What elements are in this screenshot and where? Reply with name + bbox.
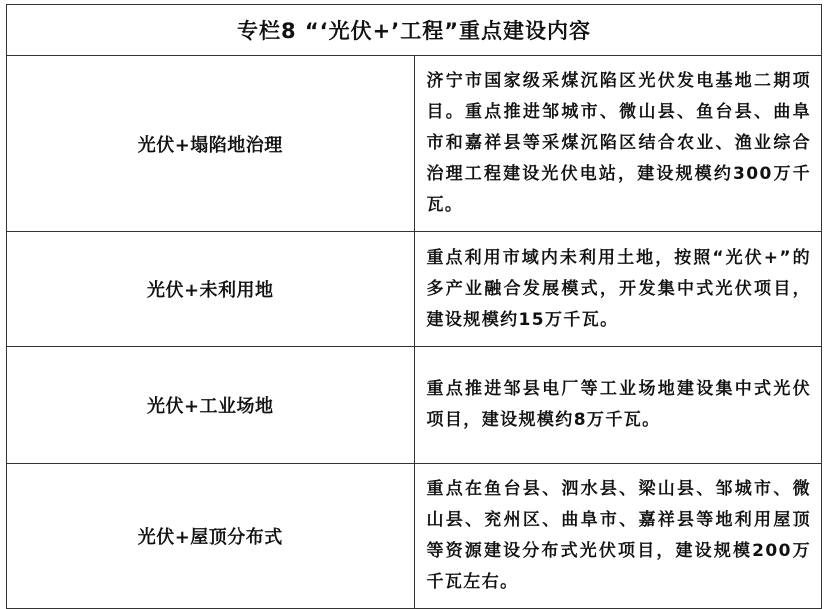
table-row: [7, 464, 822, 609]
row-content: 重点利用市域内未利用土地，按照“光伏+”的多产业融合发展模式，开发集中式光伏项目，建设规模约15万千瓦。: [414, 232, 822, 347]
row-label: 光伏+工业场地: [7, 347, 415, 464]
table-row: [7, 347, 822, 464]
row-label: 光伏+屋顶分布式: [7, 464, 415, 609]
project-table: [6, 4, 822, 609]
table-title-row: [7, 5, 822, 56]
row-content: 重点推进邹县电厂等工业场地建设集中式光伏项目，建设规模约8万千瓦。: [414, 347, 822, 464]
row-label: 光伏+塌陷地治理: [7, 56, 415, 232]
row-content: 济宁市国家级采煤沉陷区光伏发电基地二期项目。重点推进邹城市、微山县、鱼台县、曲阜市和嘉祥县等采煤沉陷区结合农业、渔业综合治理工程建设光伏电站，建设规模约300万千瓦。: [414, 56, 822, 232]
row-label: 光伏+未利用地: [7, 232, 415, 347]
table-row: [7, 56, 822, 232]
row-content: 重点在鱼台县、泗水县、梁山县、邹城市、微山县、兖州区、曲阜市、嘉祥县等地利用屋顶等资源建设分布式光伏项目，建设规模200万千瓦左右。: [414, 464, 822, 609]
table-row: [7, 232, 822, 347]
table-title: 专栏8 “‘光伏+’工程”重点建设内容: [7, 5, 822, 56]
